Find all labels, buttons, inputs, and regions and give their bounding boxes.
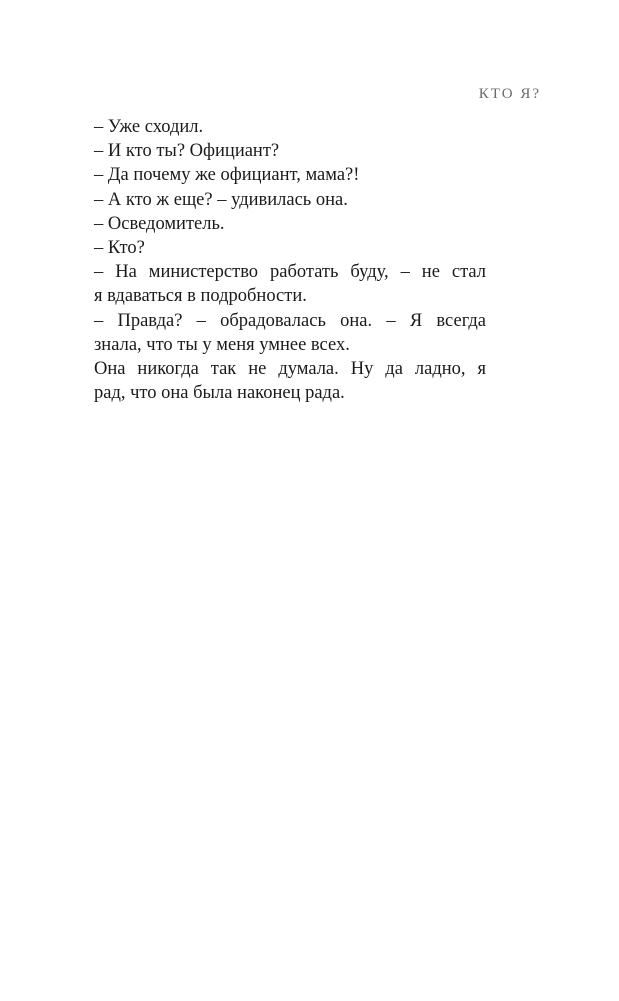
text-line: – Правда? – обрадовалась она. – Я всегда (94, 310, 486, 331)
text-line: – Да почему же официант, мама?! (94, 165, 360, 186)
paragraph (94, 139, 486, 163)
text-line: Она никогда так не думала. Ну да ладно, я (94, 359, 486, 380)
text-line: – А кто ж еще? – удивилась она. (94, 189, 348, 210)
paragraph (94, 260, 486, 308)
paragraph (94, 115, 486, 139)
text-line: – Осведомитель. (94, 213, 225, 234)
paragraph (94, 212, 486, 236)
paragraph (94, 188, 486, 212)
text-line: знала, что ты у меня умнее всех. (94, 334, 350, 355)
paragraph (94, 163, 486, 187)
text-line: – На министерство работать буду, – не стал (94, 262, 486, 283)
text-line: – И кто ты? Официант? (94, 141, 280, 162)
paragraph (94, 309, 486, 357)
text-line: я вдаваться в подробности. (94, 286, 307, 307)
text-line: – Уже сходил. (94, 117, 204, 137)
text-line: – Кто? (94, 238, 145, 259)
running-head: КТО Я? (478, 86, 541, 102)
text-line: рад, что она была наконец рада. (94, 383, 345, 404)
body-text (94, 115, 486, 405)
paragraph (94, 236, 486, 260)
paragraph (94, 357, 486, 405)
